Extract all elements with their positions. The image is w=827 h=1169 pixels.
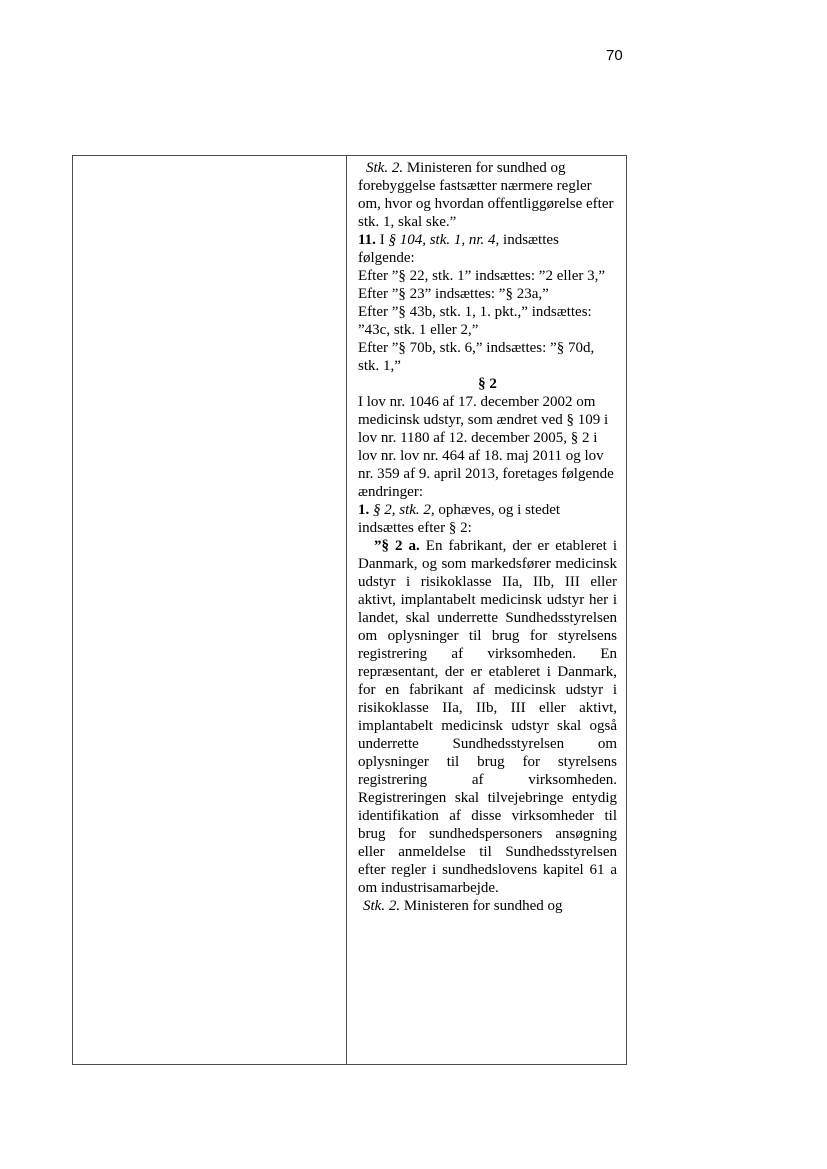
efter-line-2: Efter ”§ 23” indsættes: ”§ 23a,” bbox=[358, 286, 549, 302]
efter-line-4: Efter ”§ 70b, stk. 6,” indsættes: ”§ 70d, stk. 1,” bbox=[358, 340, 595, 374]
amendment-item-11 bbox=[358, 231, 617, 267]
para-stk2-quoted-bottom bbox=[358, 897, 617, 915]
table-right-column bbox=[347, 156, 626, 1064]
table-left-column-empty bbox=[73, 156, 347, 1064]
item-11-mid: I bbox=[375, 232, 389, 248]
para-2a-label: ”§ 2 a. bbox=[374, 538, 420, 554]
item-11-ref: § 104, stk. 1, nr. 4, bbox=[388, 232, 500, 248]
efter-line-3: Efter ”§ 43b, stk. 1, 1. pkt.,” indsættes: ”43c, stk. 1 eller 2,” bbox=[358, 304, 592, 338]
stk2-bottom-text: Ministeren for sundhed og bbox=[400, 898, 563, 914]
page-number: 70 bbox=[606, 47, 623, 64]
item-11-number: 11. bbox=[358, 232, 376, 248]
stk2-top-text: Ministeren for sundhed og forebyggelse fastsætter nærmere regler om, hvor og hvordan offentliggørelse efter stk. 1, skal ske.” bbox=[358, 160, 614, 230]
amendment-comparison-table bbox=[72, 155, 627, 1065]
amendment-item-1 bbox=[358, 501, 617, 537]
stk2-bottom-label: Stk. 2. bbox=[363, 898, 401, 914]
item-1-tail: ophæves, og i stedet indsættes efter § 2: bbox=[358, 502, 561, 536]
para-stk2-quoted-top bbox=[358, 159, 617, 231]
efter-line-1: Efter ”§ 22, stk. 1” indsættes: ”2 eller 3,” bbox=[358, 268, 606, 284]
section-2-intro: I lov nr. 1046 af 17. december 2002 om medicinsk udstyr, som ændret ved § 109 i lov nr. 1180 af 12. december 2005, § 2 i lov nr. lov nr. 464 af 18. maj 2011 og lov nr. 359 af 9. april 2013, foretages følgende ændringer: bbox=[358, 394, 614, 500]
section-2-heading: § 2 bbox=[478, 376, 497, 392]
item-11-tail: indsættes følgende: bbox=[358, 232, 559, 266]
stk2-top-label: Stk. 2. bbox=[366, 160, 404, 176]
item-1-ref: § 2, stk. 2, bbox=[373, 502, 435, 518]
para-2a-text: En fabrikant, der er etableret i Danmark, og som markedsfører medicinsk udstyr i risikoklasse IIa, IIb, III eller aktivt, implantabelt medicinsk udstyr her i landet, skal underrette Sundhedsstyrelsen om oplysninger til brug for styrelsens registrering af virksomheden. En repræsentant, der er etableret i Danmark, for en fabrikant af medicinsk udstyr i risikoklasse IIa, IIb, III eller aktivt, implantabelt medicinsk udstyr skal også underrette Sundhedsstyrelsen om oplysninger til brug for styrelsens registrering af virksomheden. Registreringen skal tilvejebringe entydig identifikation af disse virksomheder til brug for sundhedspersoners ansøgning eller anmeldelse til Sundhedsstyrelsen efter regler i sundhedslovens kapitel 61 a om industrisamarbejde. bbox=[358, 538, 618, 896]
para-2a bbox=[358, 537, 617, 897]
item-1-number: 1. bbox=[358, 502, 370, 518]
